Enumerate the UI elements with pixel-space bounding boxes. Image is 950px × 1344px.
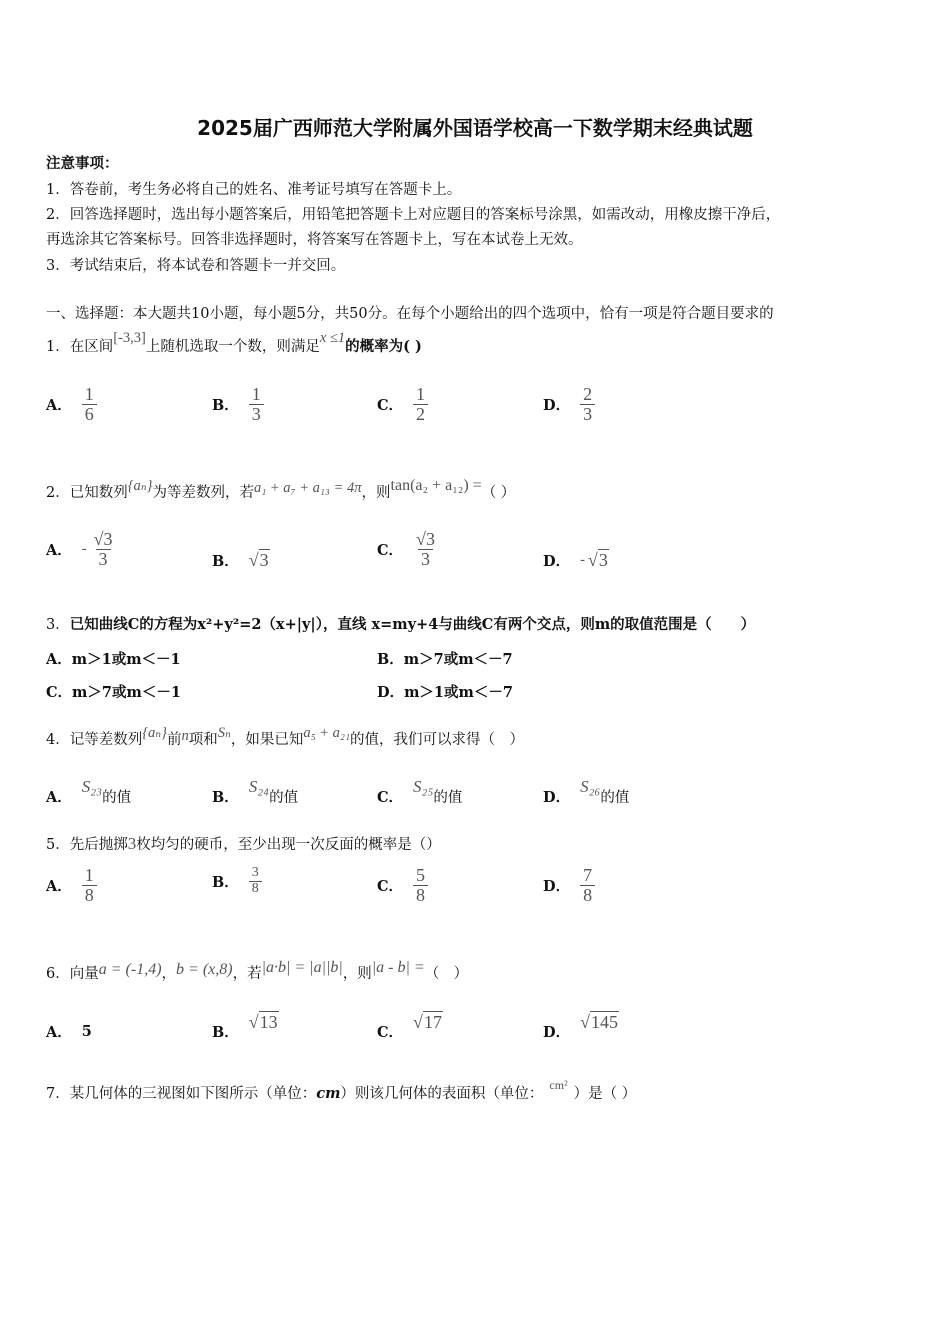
- notice-item-2-cont: 再选涂其它答案标号。回答非选择题时，将答案写在答题卡上，写在本试卷上无效。: [46, 232, 583, 248]
- q2-option-d[interactable]: D． - √3: [543, 550, 608, 570]
- q4-text-1: 记等差数列: [69, 732, 143, 748]
- q6-d-sqrt: √145: [580, 1012, 618, 1032]
- q3-option-a[interactable]: A．m＞1或m＜－1: [46, 651, 181, 668]
- q1-option-c[interactable]: C． $\frac{1}{2}$: [377, 385, 428, 424]
- question-6: [46, 959, 469, 983]
- q3-option-c[interactable]: C．m＞7或m＜－1: [46, 684, 181, 701]
- q6-option-d[interactable]: D． √145: [543, 1012, 618, 1041]
- q4-n: n: [181, 728, 189, 744]
- question-4: [46, 725, 525, 749]
- q2-text-2: 为等差数列，若: [152, 485, 254, 501]
- q4-option-a[interactable]: A． S₂₃ 的值: [46, 776, 132, 806]
- q1-option-a[interactable]: A． $\frac{1}{6}$: [46, 385, 97, 424]
- q1-interval: [-3,3]: [113, 330, 146, 346]
- q7-text-1: 某几何体的三视图如下图所示（单位：: [69, 1086, 317, 1102]
- question-7: [46, 1078, 637, 1103]
- q4-condition: a₅ + a₂₁: [303, 725, 351, 741]
- q6-b-sqrt: √13: [248, 1012, 278, 1032]
- q2-text-4: （ ）: [481, 485, 516, 501]
- q2-condition: a₁ + a₇ + a₁₃ = 4π: [253, 480, 362, 496]
- question-2: [46, 477, 516, 502]
- q6-number: 6．: [46, 966, 70, 982]
- q6-expression: |a - b| =: [371, 959, 425, 976]
- question-5: [46, 833, 441, 854]
- q5-b-fraction: $\frac{3}{8}$: [249, 866, 262, 896]
- q1-c-fraction: $\frac{1}{2}$: [413, 385, 428, 424]
- q7-unit-area: cm²: [549, 1078, 568, 1092]
- q6-option-b[interactable]: B． √13: [212, 1012, 278, 1041]
- q1-text-3: 的概率为( ): [345, 338, 422, 355]
- q5-number: 5．: [46, 837, 70, 853]
- q2-option-b[interactable]: B． √3: [212, 550, 269, 570]
- notice-item-3: 3．考试结束后，将本试卷和答题卡一并交回。: [46, 258, 346, 274]
- q5-option-a[interactable]: A． $\frac{1}{8}$: [46, 866, 97, 905]
- q3-option-b[interactable]: B．m＞7或m＜－7: [377, 651, 513, 668]
- q2-b-sqrt: √3: [248, 550, 269, 570]
- q3-text: 已知曲线C的方程为x²+y²=2（x+|y|），直线 x=my+4与曲线C有两个交点，则m的取值范围是（ ）: [69, 616, 756, 633]
- q6-c-sqrt: √17: [413, 1012, 442, 1032]
- q6-separator: ，: [161, 966, 177, 982]
- q1-text-1: 在区间: [69, 339, 114, 355]
- q4-text-3: 项和: [188, 732, 218, 748]
- q5-text-2: 枚均匀的硬币，至少出现一次反面的概率是（）: [136, 837, 441, 853]
- q2-option-c[interactable]: C． $\frac{√3}{3}$: [377, 530, 438, 569]
- q5-a-fraction: $\frac{1}{8}$: [82, 866, 97, 905]
- q5-option-d[interactable]: D． $\frac{7}{8}$: [543, 866, 595, 905]
- q7-number: 7．: [46, 1086, 70, 1102]
- q5-option-b[interactable]: B． $\frac{3}{8}$: [212, 866, 262, 896]
- notice-item-2: 2．回答选择题时，选出每小题答案后，用铅笔把答题卡上对应题目的答案标号涂黑，如需改动，用橡皮擦干净后，: [46, 207, 781, 223]
- q4-text-5: 的值，我们可以求得（ ）: [350, 732, 525, 748]
- notice-item-1: 1．答卷前，考生务必将自己的姓名、准考证号填写在答题卡上。: [46, 182, 462, 198]
- q1-text-2: 上随机选取一个数，则满足: [145, 339, 320, 355]
- q2-d-sqrt: √3: [587, 550, 608, 570]
- q4-option-c[interactable]: C． S₂₅ 的值: [377, 776, 463, 806]
- q6-text-3: ，则: [342, 966, 372, 982]
- page-title: 2025届广西师范大学附属外国语学校高一下数学期末经典试题: [197, 116, 753, 140]
- q4-text-4: ，如果已知: [230, 732, 304, 748]
- q5-count: 3: [127, 834, 137, 853]
- q6-text-4: （ ）: [424, 966, 469, 982]
- q6-option-c[interactable]: C． √17: [377, 1012, 442, 1041]
- q4-option-b[interactable]: B． S₂₄ 的值: [212, 776, 299, 806]
- q3-number: 3．: [46, 617, 70, 633]
- q3-option-d[interactable]: D．m＞1或m＜－7: [377, 684, 513, 701]
- q1-d-fraction: $\frac{2}{3}$: [580, 385, 595, 424]
- q5-d-fraction: $\frac{7}{8}$: [580, 866, 595, 905]
- q7-text-3: ）是（ ）: [573, 1086, 637, 1102]
- q6-option-a[interactable]: A． 5: [46, 1023, 92, 1041]
- q6-text-2: ，若: [232, 966, 262, 982]
- q4-text-2: 前: [166, 732, 182, 748]
- q2-c-fraction: $\frac{√3}{3}$: [416, 529, 435, 569]
- q7-unit: cm: [316, 1085, 341, 1102]
- q2-number: 2．: [46, 485, 70, 501]
- q2-expression: tan(a₂ + a₁₂) =: [390, 477, 482, 494]
- q4-number: 4．: [46, 732, 70, 748]
- q2-a-fraction: $\frac{√3}{3}$: [93, 529, 113, 569]
- q5-option-c[interactable]: C． $\frac{5}{8}$: [377, 866, 428, 905]
- q1-option-b[interactable]: B． $\frac{1}{3}$: [212, 385, 264, 424]
- q4-option-d[interactable]: D． S₂₆ 的值: [543, 776, 630, 806]
- question-3: [46, 613, 755, 634]
- q2-option-a[interactable]: A． - $\frac{√3}{3}$: [46, 530, 116, 569]
- q5-c-fraction: $\frac{5}{8}$: [413, 866, 428, 905]
- q5-text-1: 先后抛掷: [69, 837, 128, 853]
- q1-a-fraction: $\frac{1}{6}$: [82, 385, 97, 424]
- q1-option-d[interactable]: D． $\frac{2}{3}$: [543, 385, 595, 424]
- q6-condition: |a·b| = |a||b|: [261, 959, 343, 976]
- q6-vector-a: a = (-1,4): [98, 961, 162, 978]
- section-heading: 一、选择题：本大题共10小题，每小题5分，共50分。在每个小题给出的四个选项中，恰有一项是符合题目要求的: [46, 306, 774, 322]
- q4-sequence: {aₙ}: [142, 725, 167, 741]
- q1-number: 1．: [46, 339, 70, 355]
- q1-b-fraction: $\frac{1}{3}$: [249, 385, 264, 424]
- question-1: [46, 330, 422, 356]
- q7-text-2: ）则该几何体的表面积（单位：: [340, 1086, 544, 1102]
- q2-sequence: {aₙ}: [127, 478, 153, 494]
- q2-text-3: ，则: [361, 485, 391, 501]
- q1-condition: x ≤1: [319, 330, 346, 346]
- notice-heading: 注意事项：: [46, 155, 119, 172]
- q6-vector-b: b = (x,8): [176, 961, 233, 978]
- q2-text-1: 已知数列: [69, 485, 128, 501]
- q4-sn: Sₙ: [217, 725, 231, 741]
- q6-text-1: 向量: [69, 966, 99, 982]
